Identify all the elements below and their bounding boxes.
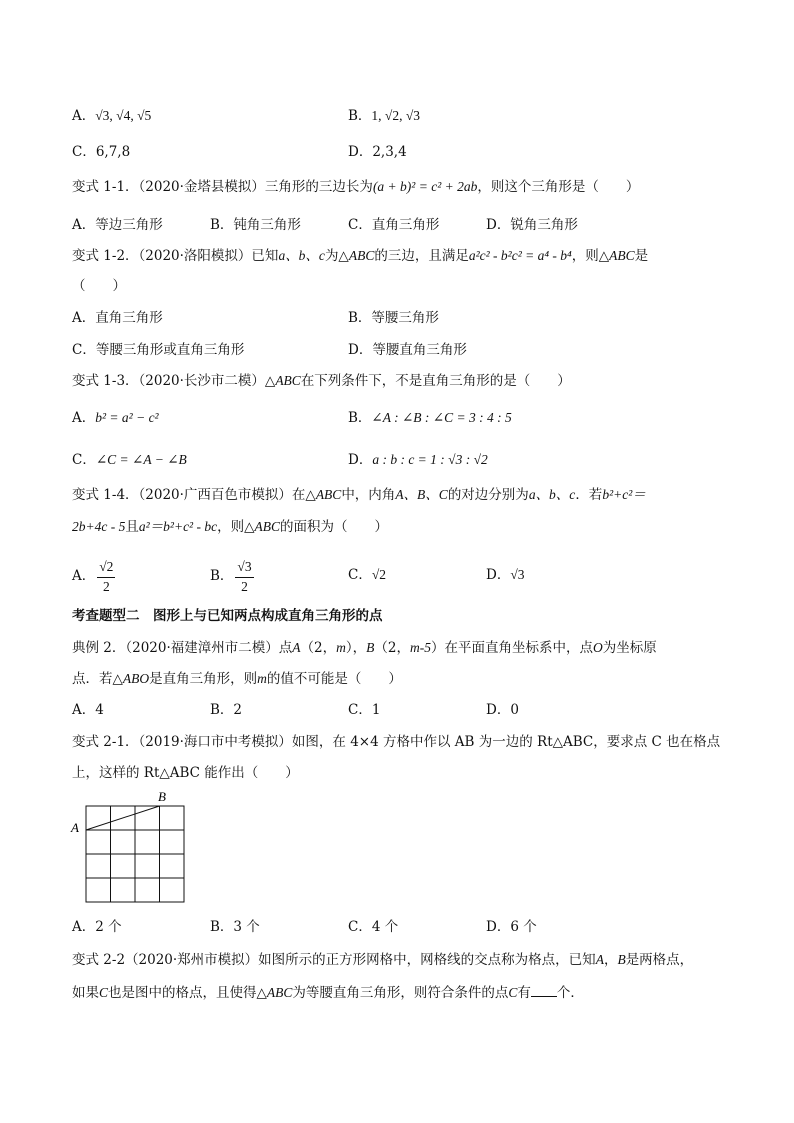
option-a: A．4 [72, 702, 104, 718]
option-a: A．直角三角形 [72, 310, 163, 326]
grid-figure [66, 786, 196, 910]
option-b: B．1, √2, √3 [348, 108, 420, 124]
option-d: D．0 [486, 702, 519, 718]
question-2-1-line1: 变式 2-1．（2019·海口市中考模拟）如图，在 4×4 方格中作以 AB 为一边的 Rt△ABC，要求点 C 也在格点 [72, 734, 721, 750]
question-1-1-stem: 变式 1-1．（2020·金塔县模拟）三角形的三边长为(a + b)² = c² + 2ab，则这个三角形是（ ） [72, 179, 640, 195]
option-b: B．3 个 [210, 919, 260, 935]
option-c: C．1 [348, 702, 381, 718]
question-1-4-line1: 变式 1-4．（2020·广西百色市模拟）在△ABC中，内角A、B、C的对边分别为a、b、c．若b²+c²＝ [72, 487, 646, 503]
option-d: D．6 个 [486, 919, 537, 935]
option-b: B．等腰三角形 [348, 310, 439, 326]
option-b: B．∠A : ∠B : ∠C = 3 : 4 : 5 [348, 410, 512, 426]
option-b: B．2 [210, 702, 243, 718]
question-2-2-line1: 变式 2-2（2020·郑州市模拟）如图所示的正方形网格中，网格线的交点称为格点，已知A，B是两格点， [72, 952, 694, 968]
option-d: D．a : b : c = 1 : √3 : √2 [348, 452, 488, 468]
option-b: B． $\frac{√3}{2}$ [210, 559, 252, 594]
option-c: C．√2 [348, 567, 387, 583]
point-a-label: A [71, 820, 79, 835]
option-a: A． $\frac{√2}{2}$ [72, 559, 114, 594]
option-a: A．√3, √4, √5 [72, 108, 152, 124]
question-2-2-line2: 如果C也是图中的格点，且使得△ABC为等腰直角三角形，则符合条件的点C有 个． [72, 982, 584, 1002]
option-c: C．直角三角形 [348, 217, 440, 233]
question-1-2-paren: （ ） [72, 278, 126, 294]
option-d: D．等腰直角三角形 [348, 342, 467, 358]
option-a: A．b² = a² − c² [72, 410, 159, 426]
answer-blank[interactable] [531, 982, 557, 997]
question-1-2-stem: 变式 1-2．（2020·洛阳模拟）已知a、b、c为△ABC的三边，且满足a²c² - b²c² = a⁴ - b⁴，则△ABC是 [72, 248, 649, 264]
grid-lines [86, 806, 184, 902]
option-d: D．√3 [486, 567, 525, 583]
segment-ab [86, 806, 160, 830]
example-2-line2: 点．若△ABO是直角三角形，则m的值不可能是（ ） [72, 671, 402, 687]
question-1-3-stem: 变式 1-3．（2020·长沙市二模）△ABC在下列条件下，不是直角三角形的是（ ） [72, 373, 571, 389]
option-c: C．4 个 [348, 919, 399, 935]
option-c: C．等腰三角形或直角三角形 [72, 342, 245, 358]
example-2-line1: 典例 2．（2020·福建漳州市二模）点A（2，m），B（2，m-5）在平面直角坐标系中，点O为坐标原 [72, 640, 657, 656]
option-d: D．2,3,4 [348, 144, 407, 160]
option-c: C．∠C = ∠A − ∠B [72, 452, 187, 468]
point-b-label: B [158, 789, 166, 804]
option-b: B．钝角三角形 [210, 217, 301, 233]
section-title: 考查题型二 图形上与已知两点构成直角三角形的点 [72, 608, 383, 624]
option-a: A．2 个 [72, 919, 122, 935]
option-c: C．6,7,8 [72, 144, 131, 160]
option-d: D．锐角三角形 [486, 217, 578, 233]
option-a: A．等边三角形 [72, 217, 163, 233]
question-1-4-line2: 2b+4c - 5且a²＝b²+c² - bc，则△ABC的面积为（ ） [72, 519, 388, 535]
question-2-1-line2: 上，这样的 Rt△ABC 能作出（ ） [72, 765, 299, 781]
